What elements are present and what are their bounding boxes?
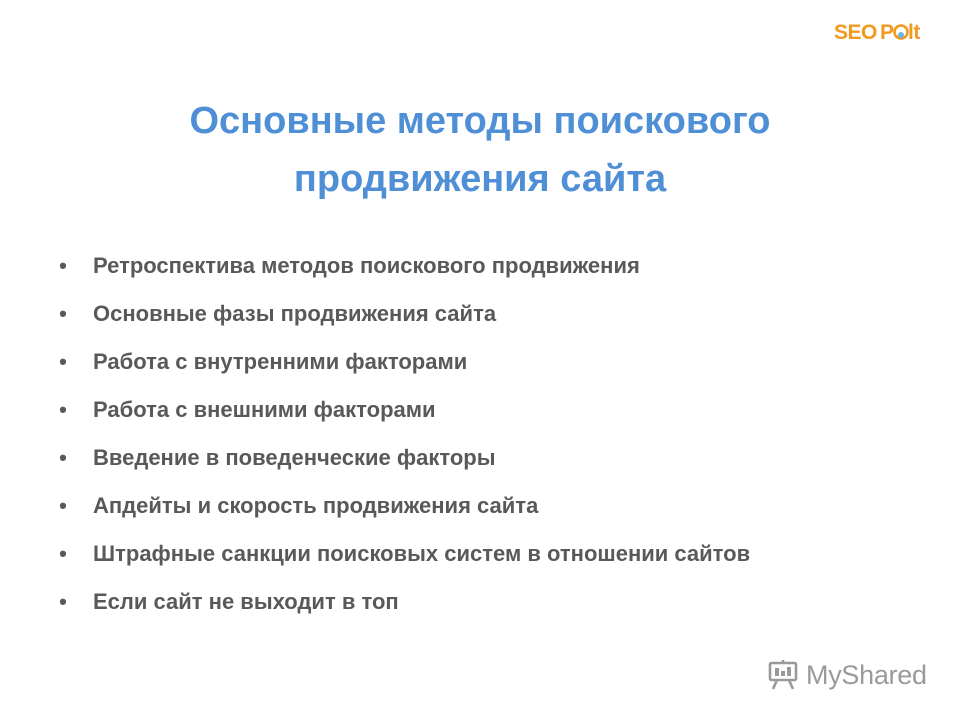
- bullet-dot: •: [59, 349, 67, 374]
- bullet-text: Введение в поведенческие факторы: [93, 445, 496, 470]
- bullet-text: Основные фазы продвижения сайта: [93, 301, 497, 326]
- presentation-board-icon: [766, 658, 800, 692]
- bullet-item: [56, 348, 856, 376]
- bullet-item: [56, 492, 856, 520]
- bullet-text: Штрафные санкции поисковых систем в отношении сайтов: [93, 541, 751, 566]
- bullet-dot: •: [59, 445, 67, 470]
- myshared-watermark: [766, 655, 927, 695]
- bullet-item: [56, 252, 856, 280]
- watermark-text: MyShared: [806, 659, 927, 690]
- bullet-item: [56, 444, 856, 472]
- logo-drop-icon: [895, 26, 908, 39]
- bullet-dot: •: [59, 253, 67, 278]
- bullet-text: Работа с внутренними факторами: [93, 349, 468, 374]
- seopult-logo: [834, 14, 930, 48]
- bullet-text: Ретроспектива методов поискового продвижения: [93, 253, 640, 278]
- bullet-item: [56, 540, 856, 568]
- slide-title: [60, 92, 900, 208]
- slide-title-line-1: Основные методы поискового: [189, 100, 771, 142]
- bullet-item: [56, 396, 856, 424]
- seopult-logo-icon: [834, 16, 930, 46]
- logo-text-seo: SEO: [834, 21, 877, 44]
- bullet-item: [56, 300, 856, 328]
- slide-title-line-2: продвижения сайта: [293, 158, 667, 200]
- bullet-text: Если сайт не выходит в топ: [93, 589, 399, 614]
- bullet-dot: •: [59, 589, 67, 614]
- bullet-dot: •: [59, 541, 67, 566]
- bullet-dot: •: [59, 301, 67, 326]
- logo-text-pult-tail: lt: [908, 21, 920, 44]
- bullet-dot: •: [59, 397, 67, 422]
- bullet-list: [56, 252, 856, 636]
- bullet-item: [56, 588, 856, 616]
- bullet-text: Апдейты и скорость продвижения сайта: [93, 493, 539, 518]
- logo-text-p: P: [880, 21, 895, 44]
- bullet-dot: •: [59, 493, 67, 518]
- bullet-text: Работа с внешними факторами: [93, 397, 436, 422]
